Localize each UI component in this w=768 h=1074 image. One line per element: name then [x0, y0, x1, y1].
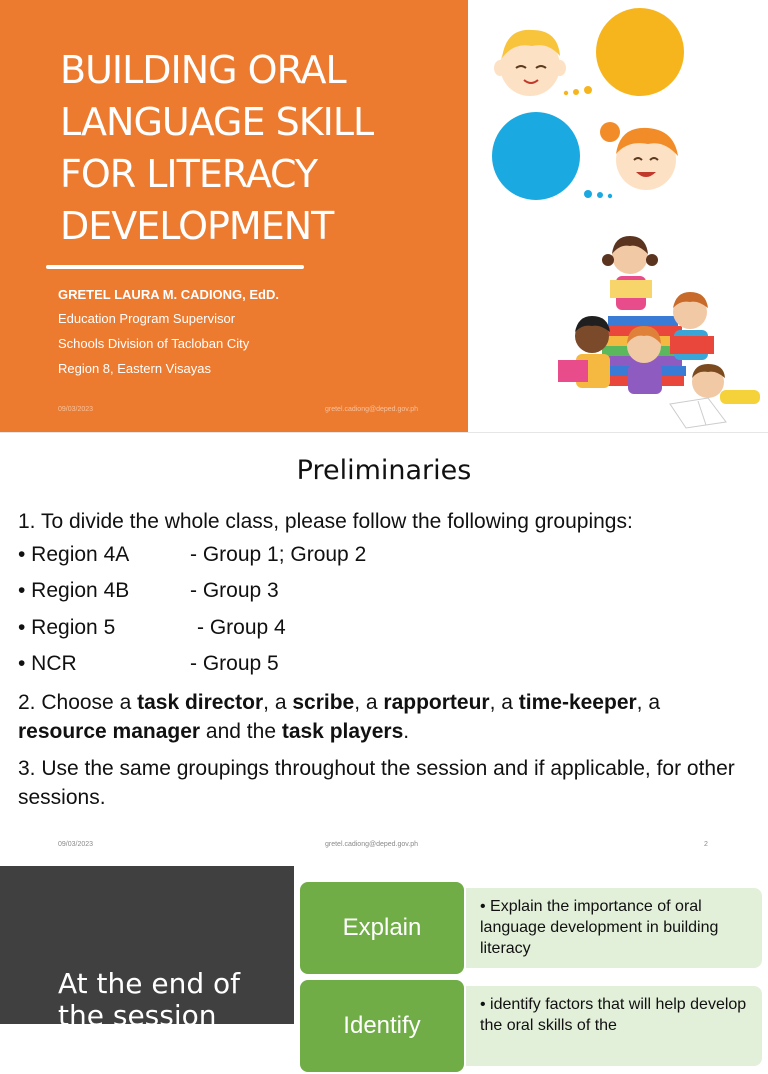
preliminaries-slide [0, 432, 768, 866]
grouping-group: - Group 1; Group 2 [190, 543, 367, 566]
objective-text: • identify factors that will help develop the oral skills of the [480, 996, 747, 1034]
title-line-3: FOR LITERACY [60, 152, 318, 196]
objective-label-identify: Identify [298, 978, 466, 1074]
grouping-group: - Group 4 [197, 616, 286, 639]
grouping-region: • Region 4B [18, 579, 130, 602]
objective-label-explain: Explain [298, 880, 466, 976]
grouping-row [18, 652, 279, 676]
instruction-3: 3. Use the same groupings throughout the session and if applicable, for other sessions. [18, 757, 735, 809]
role-time-keeper: time-keeper [518, 691, 637, 714]
grouping-region: • NCR [18, 652, 77, 675]
footer-email: gretel.cadiong@deped.gov.ph [325, 841, 418, 848]
footer-email: gretel.cadiong@deped.gov.ph [325, 406, 418, 413]
author-division: Schools Division of Tacloban City [58, 336, 250, 351]
speech-bubble-orange [596, 8, 684, 96]
objective-text: • Explain the importance of oral language development in building literacy [480, 898, 719, 957]
grouping-row [18, 579, 279, 603]
role-resource-manager: resource manager [18, 720, 201, 743]
objectives-intro: At the end of the session [58, 967, 241, 1032]
role-scribe: scribe [292, 691, 355, 714]
grouping-group: - Group 5 [190, 652, 279, 675]
objective-card [462, 986, 762, 1066]
grouping-group: - Group 3 [190, 579, 279, 602]
footer-date: 09/03/2023 [58, 406, 94, 413]
title-line-2: LANGUAGE SKILL [60, 100, 374, 144]
objective-card [462, 888, 762, 968]
title-line-1: BUILDING ORAL [60, 48, 346, 92]
title-slide [0, 0, 768, 432]
instruction-2: 2. Choose a task director, a scribe, a rapporteur, a time-keeper, a resource manager and the task players. [18, 691, 661, 743]
page-number: 2 [704, 841, 708, 848]
title-line-4: DEVELOPMENT [60, 204, 334, 248]
objectives-panel [0, 866, 294, 1032]
footer-date: 09/03/2023 [58, 841, 94, 848]
talking-children-illustration [488, 8, 698, 208]
objectives-slide [0, 866, 768, 1039]
role-task-director: task director [137, 691, 264, 714]
grouping-row [18, 616, 286, 640]
grouping-row [18, 543, 367, 567]
grouping-region: • Region 4A [18, 543, 130, 566]
role-rapporteur: rapporteur [383, 691, 490, 714]
speech-bubble-blue [492, 112, 580, 200]
grouping-region: • Region 5 [18, 616, 116, 639]
reading-children-illustration [548, 226, 768, 432]
slide-title: Preliminaries [296, 455, 472, 486]
title-underline [46, 265, 304, 269]
instruction-1: 1. To divide the whole class, please follow the following groupings: [18, 510, 633, 533]
author-position: Education Program Supervisor [58, 311, 236, 326]
author-region: Region 8, Eastern Visayas [58, 361, 211, 376]
author-name: GRETEL LAURA M. CADIONG, EdD. [58, 287, 279, 302]
slide-title [60, 44, 460, 252]
role-task-players: task players [281, 720, 404, 743]
title-panel [0, 0, 468, 432]
